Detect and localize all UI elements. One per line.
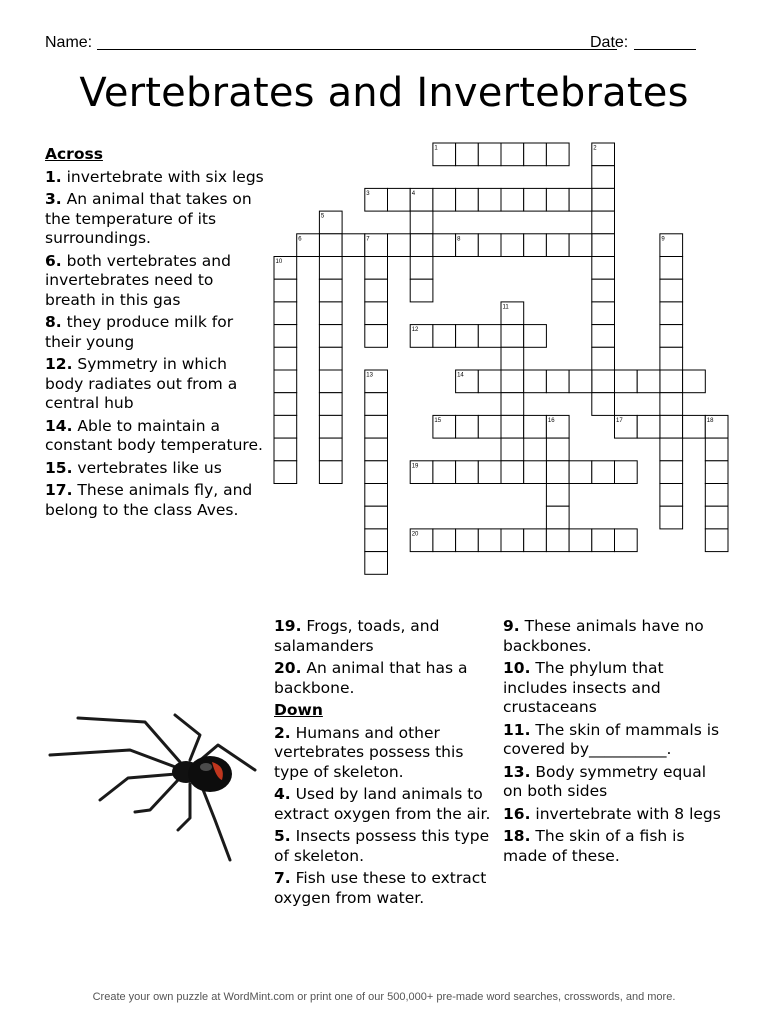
grid-cell-number: 8 — [457, 236, 461, 243]
grid-cell[interactable] — [592, 370, 615, 393]
date-label: Date: — [590, 34, 629, 51]
clue-text: vertebrates like us — [77, 458, 222, 477]
clue-number: 10. — [503, 659, 531, 677]
grid-cell[interactable] — [592, 529, 615, 552]
grid-cell[interactable] — [660, 393, 683, 416]
clue-text: Frogs, toads, and salamanders — [274, 617, 440, 655]
grid-cell[interactable] — [660, 302, 683, 325]
grid-cell[interactable] — [705, 461, 728, 484]
clue-number: 15. — [45, 458, 73, 477]
grid-cell[interactable] — [365, 325, 388, 348]
clue-across-19 — [274, 617, 492, 656]
clue-number: 13. — [503, 762, 531, 781]
grid-cell[interactable] — [615, 370, 638, 393]
grid-cell[interactable] — [592, 393, 615, 416]
grid-cell[interactable] — [478, 370, 501, 393]
grid-cell[interactable] — [660, 415, 683, 438]
grid-cell[interactable] — [319, 438, 342, 461]
clue-number: 1. — [45, 167, 62, 186]
grid-cell[interactable] — [546, 484, 569, 507]
grid-cell[interactable] — [501, 461, 524, 484]
clue-text: An animal that has a backbone. — [274, 659, 468, 697]
grid-cell[interactable] — [274, 438, 297, 461]
grid-cell[interactable] — [501, 370, 524, 393]
clue-across-20 — [274, 659, 492, 698]
clue-down-7 — [274, 869, 492, 908]
grid-cell[interactable] — [592, 188, 615, 211]
grid-cell[interactable] — [546, 529, 569, 552]
clue-down-16 — [503, 805, 728, 825]
clue-text: Symmetry in which body radiates out from a central hub — [45, 355, 238, 412]
clue-text: invertebrate with 8 legs — [535, 804, 721, 823]
grid-cell[interactable] — [478, 234, 501, 257]
grid-cell-number: 1 — [434, 145, 438, 152]
grid-cell[interactable] — [319, 347, 342, 370]
clue-across-12 — [45, 355, 265, 414]
grid-cell[interactable] — [660, 461, 683, 484]
clue-text: Fish use these to extract oxygen from water. — [274, 869, 487, 907]
grid-cell[interactable] — [524, 143, 547, 166]
grid-cell[interactable] — [705, 484, 728, 507]
clue-text: These animals have no backbones. — [503, 617, 704, 655]
grid-cell[interactable] — [456, 325, 479, 348]
across-clues — [45, 145, 265, 523]
grid-cell-number: 18 — [706, 417, 714, 424]
grid-cell[interactable] — [660, 347, 683, 370]
clue-across-6 — [45, 252, 265, 311]
grid-cell[interactable] — [660, 325, 683, 348]
grid-cell-number: 12 — [411, 327, 419, 334]
grid-cell[interactable] — [637, 370, 660, 393]
clue-down-18 — [503, 827, 728, 866]
grid-cell[interactable] — [546, 370, 569, 393]
clue-number: 9. — [503, 617, 520, 635]
clues-right-column — [503, 617, 728, 869]
grid-cell-number: 16 — [547, 417, 555, 424]
grid-cell[interactable] — [683, 415, 706, 438]
clue-number: 14. — [45, 416, 73, 435]
grid-cell[interactable] — [501, 438, 524, 461]
grid-cell[interactable] — [705, 438, 728, 461]
grid-cell[interactable] — [365, 257, 388, 280]
grid-cell[interactable] — [592, 325, 615, 348]
grid-cell-number: 11 — [502, 304, 509, 311]
grid-cell[interactable] — [274, 279, 297, 302]
clue-text: Used by land animals to extract oxygen from the air. — [274, 785, 491, 823]
grid-cell[interactable] — [319, 461, 342, 484]
grid-cell[interactable] — [546, 506, 569, 529]
clue-down-11 — [503, 721, 728, 760]
grid-cell[interactable] — [592, 302, 615, 325]
grid-cell[interactable] — [456, 143, 479, 166]
clue-down-13 — [503, 763, 728, 802]
clue-text: they produce milk for their young — [45, 313, 234, 351]
grid-cell-number: 7 — [366, 236, 370, 243]
grid-cell[interactable] — [365, 484, 388, 507]
grid-cell[interactable] — [569, 370, 592, 393]
clue-number: 7. — [274, 869, 291, 887]
grid-cell[interactable] — [319, 302, 342, 325]
grid-cell[interactable] — [524, 529, 547, 552]
grid-cell[interactable] — [456, 415, 479, 438]
grid-cell[interactable] — [319, 257, 342, 280]
grid-cell[interactable] — [365, 279, 388, 302]
grid-cell-number: 13 — [366, 372, 373, 379]
grid-cell[interactable] — [433, 325, 456, 348]
grid-cell[interactable] — [637, 415, 660, 438]
grid-cell[interactable] — [592, 234, 615, 257]
grid-cell[interactable] — [501, 325, 524, 348]
clue-text: Humans and other vertebrates possess this type of skeleton. — [274, 723, 464, 781]
grid-cell[interactable] — [274, 415, 297, 438]
clue-text: Insects possess this type of skeleton. — [274, 827, 490, 865]
grid-cell[interactable] — [478, 188, 501, 211]
grid-cell[interactable] — [501, 234, 524, 257]
clue-down-2 — [274, 724, 492, 783]
grid-cell[interactable] — [365, 552, 388, 575]
grid-cell[interactable] — [410, 257, 433, 280]
clue-text: Body symmetry equal on both sides — [503, 762, 706, 800]
clue-text: Able to maintain a constant body temperature. — [45, 416, 263, 454]
grid-cell[interactable] — [660, 279, 683, 302]
grid-cell[interactable] — [524, 325, 547, 348]
spider-icon — [40, 700, 270, 870]
grid-cell[interactable] — [365, 438, 388, 461]
grid-cell[interactable] — [274, 370, 297, 393]
grid-cell[interactable] — [388, 188, 411, 211]
grid-cell[interactable] — [365, 415, 388, 438]
grid-cell[interactable] — [410, 234, 433, 257]
clue-number: 12. — [45, 355, 73, 373]
clue-text: The skin of mammals is covered by__________. — [503, 720, 720, 758]
grid-cell[interactable] — [456, 188, 479, 211]
clue-down-9 — [503, 617, 728, 656]
clue-text: These animals fly, and belong to the class Aves. — [45, 481, 253, 519]
clue-number: 19. — [274, 617, 302, 635]
clue-across-14 — [45, 417, 265, 456]
clue-down-5 — [274, 827, 492, 866]
grid-cell[interactable] — [274, 393, 297, 416]
clue-number: 3. — [45, 190, 62, 208]
grid-cell[interactable] — [433, 234, 456, 257]
grid-cell[interactable] — [660, 484, 683, 507]
grid-cell[interactable] — [433, 461, 456, 484]
grid-cell[interactable] — [592, 279, 615, 302]
grid-cell-number: 6 — [298, 236, 302, 243]
clue-number: 16. — [503, 804, 531, 823]
grid-cell[interactable] — [410, 279, 433, 302]
grid-cell[interactable] — [319, 279, 342, 302]
grid-cell-number: 5 — [320, 213, 325, 220]
name-label: Name: — [45, 34, 93, 51]
grid-cell[interactable] — [546, 234, 569, 257]
grid-cell[interactable] — [388, 234, 411, 257]
grid-cell[interactable] — [546, 461, 569, 484]
grid-cell[interactable] — [478, 325, 501, 348]
grid-cell-number: 15 — [434, 417, 442, 424]
grid-cell[interactable] — [365, 302, 388, 325]
footer-text: Create your own puzzle at WordMint.com or print one of our 500,000+ pre-made word searches, crosswords, and more. — [92, 991, 676, 1003]
grid-cell[interactable] — [274, 325, 297, 348]
clue-across-17 — [45, 481, 265, 520]
grid-cell-number: 4 — [411, 190, 416, 197]
clue-across-3 — [45, 190, 265, 249]
grid-cell[interactable] — [342, 234, 365, 257]
grid-cell[interactable] — [274, 461, 297, 484]
clue-number: 20. — [274, 659, 302, 677]
grid-cell[interactable] — [660, 506, 683, 529]
grid-cell[interactable] — [501, 393, 524, 416]
clue-number: 17. — [45, 481, 73, 499]
grid-cell[interactable] — [319, 370, 342, 393]
grid-cell-number: 19 — [411, 463, 419, 470]
grid-cell[interactable] — [274, 302, 297, 325]
grid-cell-number: 2 — [593, 145, 597, 152]
grid-cell[interactable] — [319, 415, 342, 438]
grid-cell[interactable] — [365, 393, 388, 416]
grid-cell-number: 10 — [275, 259, 283, 265]
grid-cell[interactable] — [501, 415, 524, 438]
grid-cell[interactable] — [592, 257, 615, 280]
grid-cell-number: 17 — [616, 417, 623, 424]
clue-text: The phylum that includes insects and crustaceans — [503, 659, 664, 716]
grid-cell[interactable] — [660, 438, 683, 461]
grid-cell[interactable] — [501, 188, 524, 211]
clues-middle-column — [274, 617, 492, 911]
grid-cell[interactable] — [433, 188, 456, 211]
grid-cell[interactable] — [365, 506, 388, 529]
clue-text: invertebrate with six legs — [66, 167, 264, 186]
grid-cell[interactable] — [319, 234, 342, 257]
grid-cell[interactable] — [524, 461, 547, 484]
clue-number: 8. — [45, 313, 62, 331]
grid-cell[interactable] — [615, 529, 638, 552]
grid-cell[interactable] — [456, 461, 479, 484]
grid-cell[interactable] — [569, 461, 592, 484]
grid-cell[interactable] — [546, 188, 569, 211]
clue-text: both vertebrates and invertebrates need to breath in this gas — [45, 251, 231, 309]
grid-cell[interactable] — [524, 234, 547, 257]
grid-cell[interactable] — [705, 506, 728, 529]
grid-cell[interactable] — [524, 370, 547, 393]
grid-cell[interactable] — [433, 529, 456, 552]
grid-cell[interactable] — [546, 143, 569, 166]
grid-cell[interactable] — [319, 393, 342, 416]
clue-number: 4. — [274, 785, 291, 803]
grid-cell[interactable] — [705, 529, 728, 552]
grid-cell[interactable] — [365, 529, 388, 552]
grid-cell-number: 14 — [457, 372, 464, 379]
grid-cell[interactable] — [410, 211, 433, 234]
grid-cell[interactable] — [524, 415, 547, 438]
grid-cell[interactable] — [683, 370, 706, 393]
clue-number: 6. — [45, 251, 62, 270]
clue-down-10 — [503, 659, 728, 718]
clue-across-15 — [45, 459, 265, 479]
grid-cell[interactable] — [478, 529, 501, 552]
grid-cell[interactable] — [615, 461, 638, 484]
grid-cell[interactable] — [478, 461, 501, 484]
grid-cell[interactable] — [478, 415, 501, 438]
grid-cell[interactable] — [592, 166, 615, 189]
grid-cell-number: 3 — [366, 190, 370, 197]
grid-cell[interactable] — [569, 188, 592, 211]
clue-text: An animal that takes on the temperature of its surroundings. — [45, 190, 252, 247]
clue-across-8 — [45, 313, 265, 352]
grid-cell[interactable] — [501, 529, 524, 552]
grid-cell[interactable] — [456, 529, 479, 552]
page-title: Vertebrates and Invertebrates — [79, 70, 689, 116]
grid-cell-number: 9 — [661, 236, 665, 243]
grid-cell[interactable] — [501, 347, 524, 370]
grid-cell[interactable] — [478, 143, 501, 166]
grid-cell[interactable] — [592, 347, 615, 370]
grid-cell[interactable] — [592, 211, 615, 234]
grid-cell-number: 20 — [411, 531, 419, 538]
down-heading: Down — [274, 701, 323, 719]
grid-cell[interactable] — [524, 188, 547, 211]
grid-cell[interactable] — [274, 347, 297, 370]
across-heading: Across — [45, 145, 103, 163]
grid-cell[interactable] — [319, 325, 342, 348]
clue-number: 11. — [503, 720, 531, 739]
grid-cell[interactable] — [546, 438, 569, 461]
grid-cell[interactable] — [592, 461, 615, 484]
grid-cell[interactable] — [660, 257, 683, 280]
grid-cell[interactable] — [569, 234, 592, 257]
grid-cell[interactable] — [501, 143, 524, 166]
clue-across-1 — [45, 168, 265, 188]
grid-cell[interactable] — [569, 529, 592, 552]
grid-cell[interactable] — [660, 370, 683, 393]
clue-number: 2. — [274, 723, 291, 742]
grid-cell[interactable] — [365, 461, 388, 484]
clue-number: 5. — [274, 827, 291, 845]
clue-down-4 — [274, 785, 492, 824]
clue-number: 18. — [503, 827, 531, 845]
clue-text: The skin of a fish is made of these. — [503, 827, 685, 865]
